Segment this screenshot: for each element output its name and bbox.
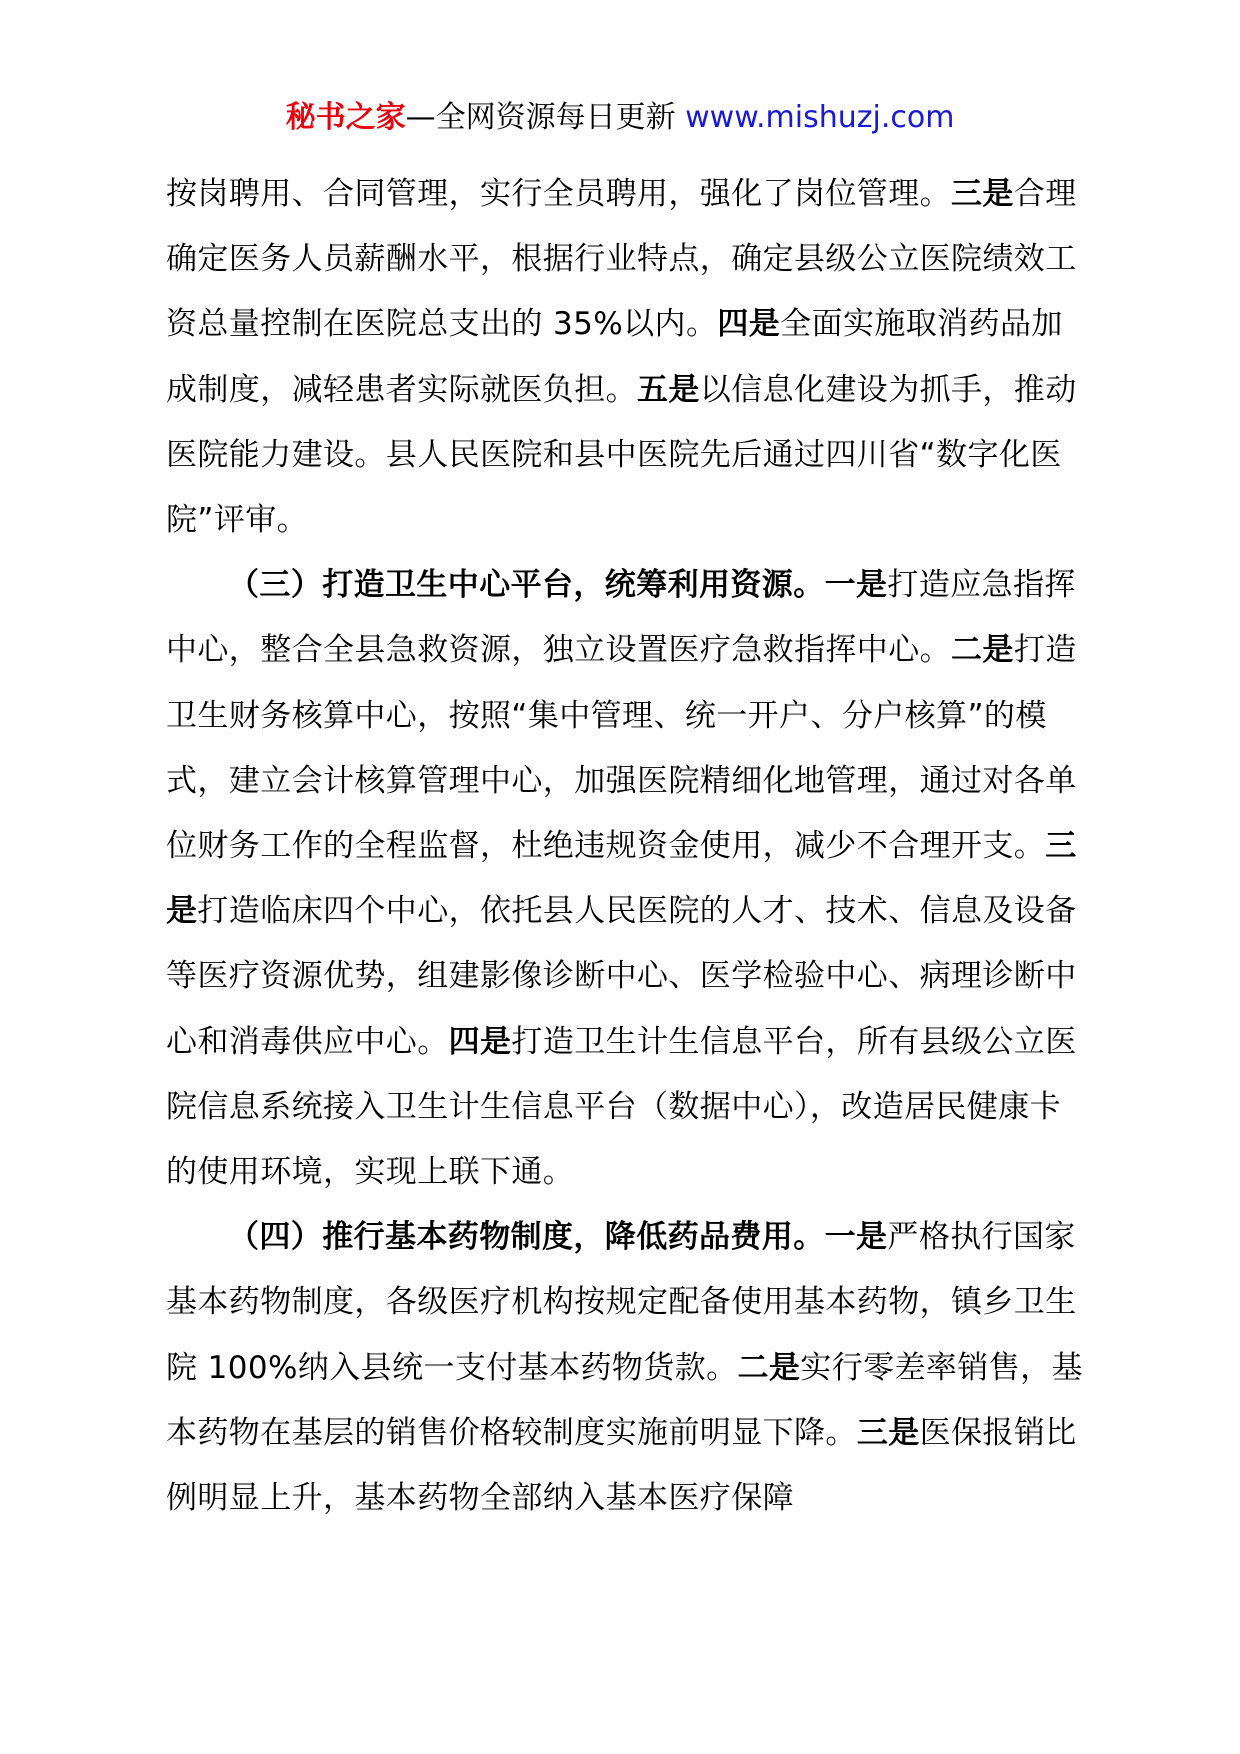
bold-text-run: 二是 [737, 1349, 801, 1386]
text-run: 实行零差率销售，基本药物在基层的销售价格较制度实施前明显下降。 [166, 1349, 1083, 1451]
text-run: 打造卫生财务核算中心，按照“集中管理、统一开户、分户核算”的模式，建立会计核算管理中心，加强医院精细化地管理，通过对各单位财务工作的全程监督，杜绝违规资金使用，减少不合理开支。 [166, 632, 1077, 865]
text-run: 按岗聘用、合同管理，实行全员聘用，强化了岗位管理。 [166, 176, 951, 212]
bold-text-run: 三是 [951, 176, 1014, 212]
page-header [0, 98, 1240, 138]
bold-text-run: 一是 [824, 1219, 888, 1256]
bold-text-run: 三是 [856, 1414, 920, 1451]
bold-text-run: 二是 [951, 632, 1014, 669]
text-run: 打造临床四个中心，依托县人民医院的人才、技术、信息及设备等医疗资源优势，组建影像诊断中心、医学检验中心、病理诊断中心和消毒供应中心。 [166, 893, 1077, 1060]
bold-text-run: 五是 [637, 371, 700, 408]
bold-text-run: （三）打造卫生中心平台，统筹利用资源。 [228, 567, 825, 604]
paragraph [166, 162, 1086, 553]
bold-text-run: 四是 [717, 306, 781, 343]
text-run: 严格执行国家基本药物制度，各级医疗机构按规定配备使用基本药物，镇乡卫生院 100%纳入县统一支付基本药物货款。 [166, 1219, 1077, 1386]
text-run: 打造卫生计生信息平台，所有县级公立医院信息系统接入卫生计生信息平台（数据中心），改造居民健康卡的使用环境，实现上联下通。 [166, 1023, 1077, 1191]
text-run: 打造应急指挥中心，整合全县急救资源，独立设置医疗急救指挥中心。 [166, 567, 1076, 669]
document-body [166, 162, 1086, 1531]
text-run: 全面实施取消药品加成制度，减轻患者实际就医负担。 [166, 306, 1063, 408]
header-url: www.mishuzj.com [685, 100, 955, 135]
bold-text-run: 一是 [824, 567, 888, 604]
text-run: 合理确定医务人员薪酬水平，根据行业特点，确定县级公立医院绩效工资总量控制在医院总支出的 35%以内。 [166, 176, 1077, 343]
text-run: 以信息化建设为抓手，推动医院能力建设。县人民医院和县中医院先后通过四川省“数字化医院”评审。 [166, 371, 1077, 539]
bold-text-run: 四是 [448, 1023, 512, 1060]
paragraph [166, 553, 1086, 1205]
text-run: 医保报销比例明显上升，基本药物全部纳入基本医疗保障 [166, 1414, 1077, 1517]
header-tagline: —全网资源每日更新 [405, 100, 686, 135]
bold-text-run: （四）推行基本药物制度，降低药品费用。 [228, 1219, 825, 1256]
bold-text-run: 三是 [166, 828, 1077, 930]
paragraph [166, 1205, 1086, 1531]
brand-name: 秘书之家 [285, 100, 406, 135]
